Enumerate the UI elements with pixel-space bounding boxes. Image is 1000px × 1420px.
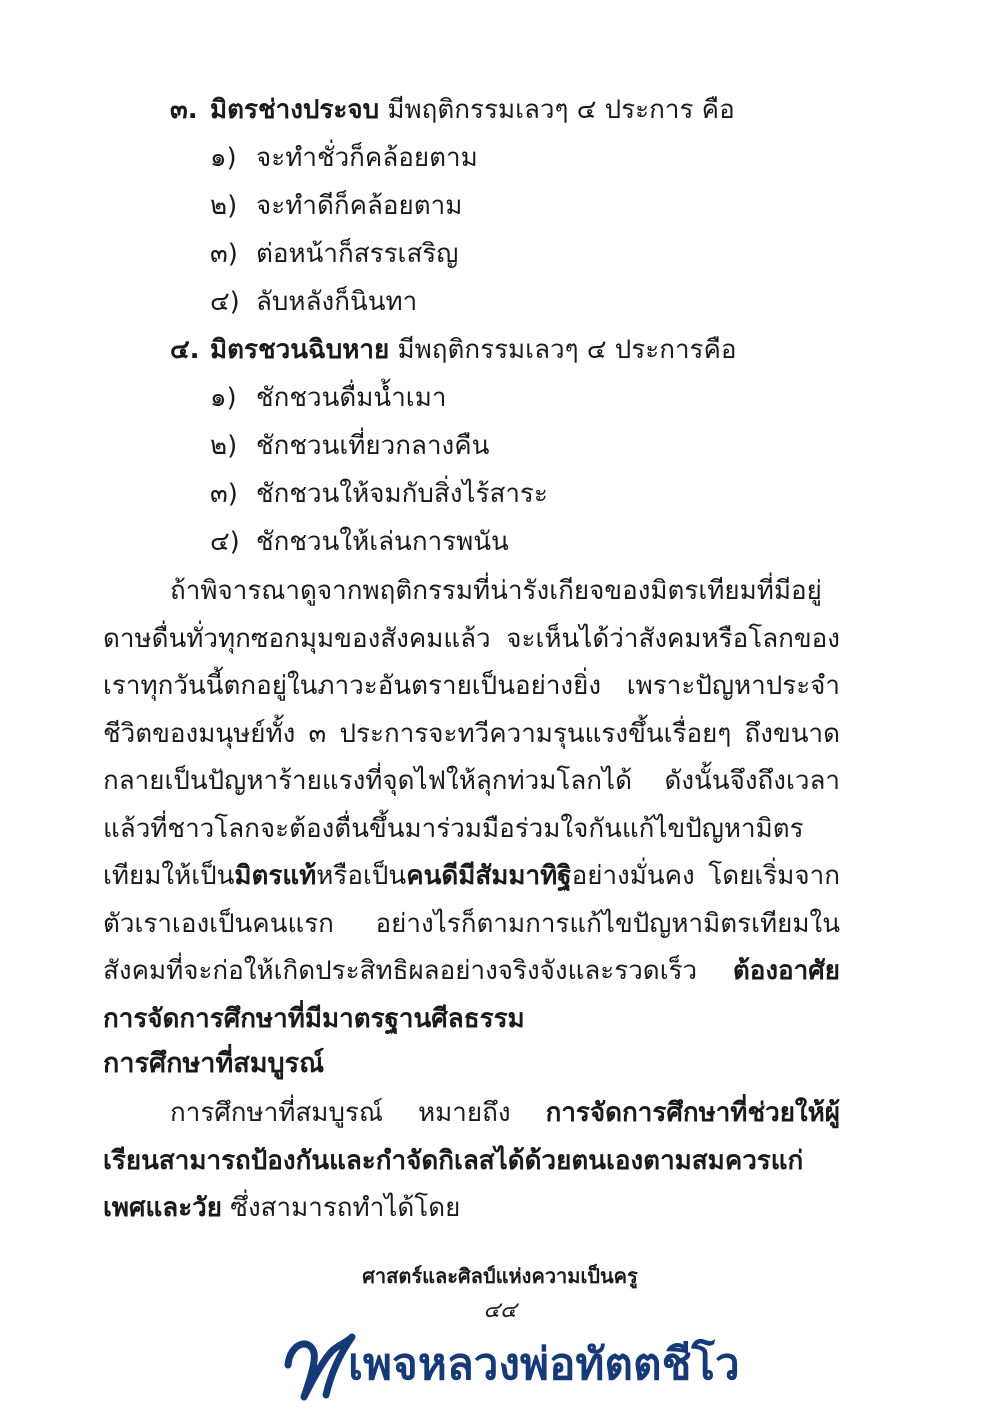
section-title: มิตรชวนฉิบหาย xyxy=(210,335,390,365)
logo-text: เพจหลวงพ่อทัตตชีโว xyxy=(348,1339,740,1390)
book-title: ศาสตร์และศิลป์แห่งความเป็นครู xyxy=(362,1264,638,1288)
section-intro: มีพฤติกรรมเลวๆ ๔ ประการ คือ xyxy=(379,95,735,125)
item-number: ๑) xyxy=(210,143,237,173)
bold-phrase: ต้องอาศัยการจัดการศึกษาที่มีมาตรฐานศีลธรรม xyxy=(103,956,840,1034)
bold-phrase: มิตรแท้ xyxy=(234,861,317,891)
item-number: ๔) xyxy=(210,527,240,557)
list-item xyxy=(210,428,489,464)
list-item xyxy=(210,380,446,416)
section-intro: มีพฤติกรรมเลวๆ ๔ ประการคือ xyxy=(389,335,737,365)
item-text: ชักชวนให้จมกับสิ่งไร้สาระ xyxy=(256,479,548,509)
item-number: ๑) xyxy=(210,383,237,413)
list-item xyxy=(210,524,509,560)
section-3-heading xyxy=(170,92,735,128)
paragraph-text: ถ้าพิจารณาดูจากพฤติกรรมที่น่ารังเกียจของมิตรเทียมที่มีอยู่ดาษดื่นทั่วทุกซอกมุมของสังคมแล้ว จะเห็นได้ว่าสังคมหรือโลกของเราทุกวันนี้ตกอยู่ในภาวะอันตรายเป็นอย่างยิ่ง เพราะปัญหาประจำชีวิตของมนุษย์ทั้ง ๓ ประการจะทวีความรุนแรงขึ้นเรื่อยๆ ถึงขนาดกลายเป็นปัญหาร้ายแรงที่จุดไฟให้ลุกท่วมโลกได้ ดังนั้นจึงถึงเวลาแล้วที่ชาวโลกจะต้องตื่นขึ้นมาร่วมมือร่วมใจกันแก้ไขปัญหามิตรเทียมให้เป็น xyxy=(103,576,840,891)
section-4-heading xyxy=(170,332,737,368)
bold-phrase: คนดีมีสัมมาทิฐิ xyxy=(406,861,572,891)
section-title: มิตรช่างประจบ xyxy=(210,95,380,125)
item-number: ๓) xyxy=(210,239,238,269)
list-item xyxy=(210,284,417,320)
page-number: ๔๔ xyxy=(483,1298,517,1323)
paragraph-text: หรือเป็น xyxy=(316,861,407,891)
item-text: ชักชวนให้เล่นการพนัน xyxy=(256,527,509,557)
list-item xyxy=(210,236,458,272)
bold-phrase: การจัดการศึกษาที่ช่วยให้ผู้เรียนสามารถป้องกันและกำจัดกิเลสได้ด้วยตนเองตามสมควรแก่เพศและวัย xyxy=(103,1098,840,1223)
list-item xyxy=(210,140,478,176)
list-item xyxy=(210,188,462,224)
item-number: ๔) xyxy=(210,287,240,317)
paragraph-text: ซึ่งสามารถทำได้โดย xyxy=(222,1193,461,1223)
body-paragraph xyxy=(103,568,840,1043)
section-heading: การศึกษาที่สมบูรณ์ xyxy=(103,1048,325,1079)
item-number: ๒) xyxy=(210,431,238,461)
paragraph-text: อย่างมั่นคง โดยเริ่มจากตัวเราเองเป็นคนแรก อย่างไรก็ตามการแก้ไขปัญหามิตรเทียมในสังคมที่จะก่อให้เกิดประสิทธิผลอย่างจริงจังและรวดเร็ว xyxy=(103,861,840,986)
item-text: ต่อหน้าก็สรรเสริญ xyxy=(256,239,459,269)
item-text: จะทำดีก็คล้อยตาม xyxy=(256,191,463,221)
item-number: ๓) xyxy=(210,479,238,509)
item-text: ลับหลังก็นินทา xyxy=(256,287,418,317)
paragraph-text: การศึกษาที่สมบูรณ์ หมายถึง xyxy=(170,1098,546,1128)
item-text: ชักชวนเที่ยวกลางคืน xyxy=(256,431,490,461)
item-number: ๒) xyxy=(210,191,238,221)
page-logo xyxy=(280,1325,740,1405)
item-text: จะทำชั่วก็คล้อยตาม xyxy=(256,143,478,173)
item-text: ชักชวนดื่มน้ำเมา xyxy=(256,383,447,413)
list-item xyxy=(210,476,548,512)
section-number: ๔. xyxy=(170,335,200,365)
body-paragraph xyxy=(103,1090,840,1233)
section-number: ๓. xyxy=(170,95,198,125)
